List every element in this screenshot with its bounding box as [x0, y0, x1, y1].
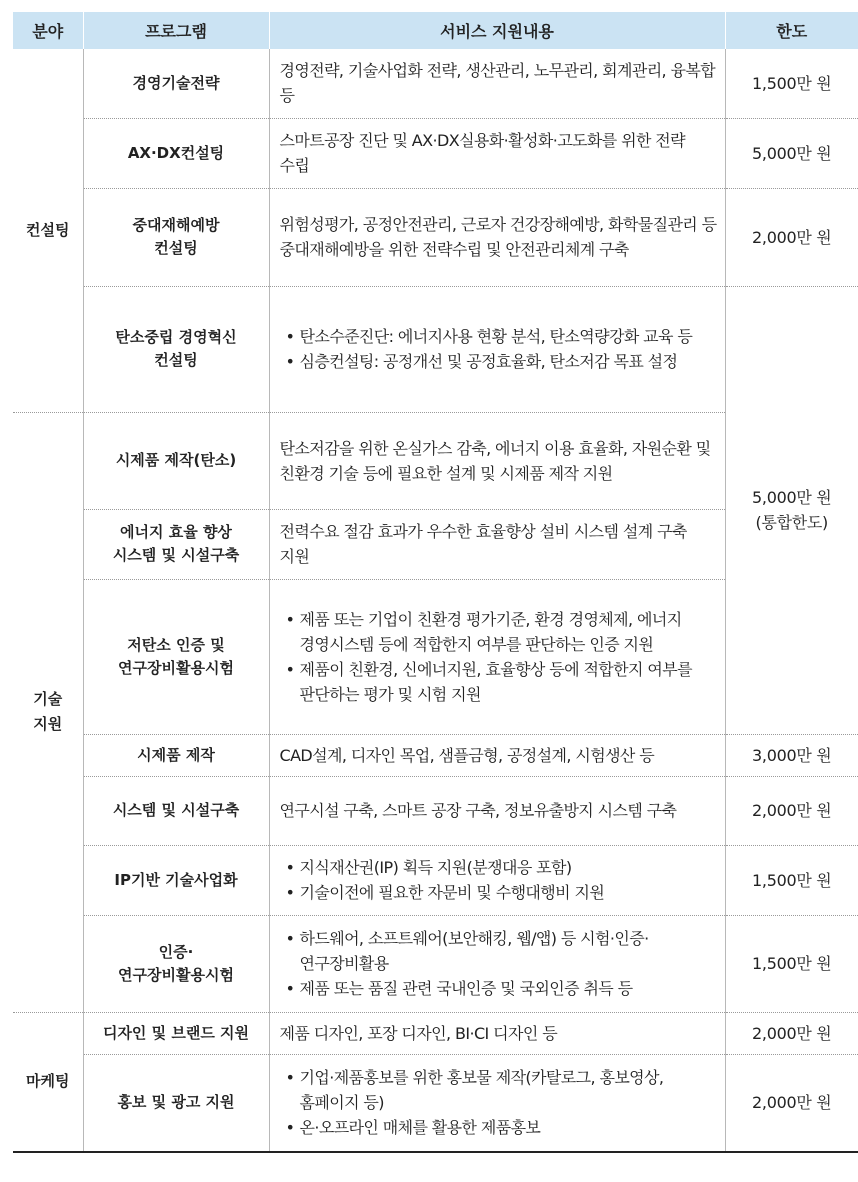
bullet-list: [280, 855, 717, 905]
table-row: [13, 776, 858, 845]
limit-cell-merged: 5,000만 원 (통합한도): [725, 286, 858, 734]
field-tech-support: 기술 지원: [13, 412, 83, 1012]
program-cell: 경영기술전략: [83, 49, 269, 118]
limit-cell: 2,000만 원: [725, 776, 858, 845]
program-cell: AX·DX컨설팅: [83, 118, 269, 188]
table-row: [13, 1012, 858, 1054]
bullet-item: • 기업·제품홍보를 위한 홍보물 제작(카탈로그, 홍보영상, 홈페이지 등): [280, 1065, 717, 1115]
program-cell: 탄소중립 경영혁신 컨설팅: [83, 286, 269, 412]
bullet-item: • 제품 또는 품질 관련 국내인증 및 국외인증 취득 등: [280, 976, 717, 1001]
header-field: 분야: [13, 12, 83, 49]
content-cell: CAD설계, 디자인 목업, 샘플금형, 공정설계, 시험생산 등: [269, 734, 725, 776]
table-row: [13, 915, 858, 1012]
bullet-item: • 지식재산권(IP) 획득 지원(분쟁대응 포함): [280, 855, 717, 880]
header-limit: 한도: [725, 12, 858, 49]
content-cell: 전력수요 절감 효과가 우수한 효율향상 설비 시스템 설계 구축 지원: [269, 509, 725, 579]
table-row: [13, 286, 858, 412]
limit-cell: 2,000만 원: [725, 188, 858, 286]
content-cell: 탄소저감을 위한 온실가스 감축, 에너지 이용 효율화, 자원순환 및 친환경 기술 등에 필요한 설계 및 시제품 제작 지원: [269, 412, 725, 509]
limit-cell: 1,500만 원: [725, 915, 858, 1012]
content-cell: [269, 579, 725, 734]
content-cell: [269, 1054, 725, 1152]
table-header-row: [13, 12, 858, 49]
table-row: [13, 845, 858, 915]
content-cell: [269, 286, 725, 412]
table-row: [13, 1054, 858, 1152]
table-row: [13, 734, 858, 776]
content-cell: [269, 915, 725, 1012]
bullet-item: • 제품이 친환경, 신에너지원, 효율향상 등에 적합한지 여부를 판단하는 평가 및 시험 지원: [280, 657, 717, 707]
bullet-list: [280, 1065, 717, 1140]
bullet-item: • 온·오프라인 매체를 활용한 제품홍보: [280, 1115, 717, 1140]
limit-cell: 3,000만 원: [725, 734, 858, 776]
field-consulting: 컨설팅: [13, 49, 83, 412]
program-cell: 디자인 및 브랜드 지원: [83, 1012, 269, 1054]
bullet-list: [280, 926, 717, 1001]
bullet-list: [280, 607, 717, 707]
bullet-item: • 기술이전에 필요한 자문비 및 수행대행비 지원: [280, 880, 717, 905]
support-program-table: [13, 12, 858, 1153]
program-cell: 시제품 제작(탄소): [83, 412, 269, 509]
limit-cell: 1,500만 원: [725, 845, 858, 915]
program-cell: 에너지 효율 향상 시스템 및 시설구축: [83, 509, 269, 579]
program-cell: 중대재해예방 컨설팅: [83, 188, 269, 286]
bullet-list: [280, 324, 717, 374]
program-cell: 시스템 및 시설구축: [83, 776, 269, 845]
content-cell: 제품 디자인, 포장 디자인, BI·CI 디자인 등: [269, 1012, 725, 1054]
limit-cell: 2,000만 원: [725, 1054, 858, 1152]
content-cell: 연구시설 구축, 스마트 공장 구축, 정보유출방지 시스템 구축: [269, 776, 725, 845]
bullet-item: • 하드웨어, 소프트웨어(보안해킹, 웹/앱) 등 시험·인증·연구장비활용: [280, 926, 717, 976]
limit-cell: 1,500만 원: [725, 49, 858, 118]
table-row: [13, 188, 858, 286]
program-cell: 시제품 제작: [83, 734, 269, 776]
program-cell: 저탄소 인증 및 연구장비활용시험: [83, 579, 269, 734]
limit-cell: 2,000만 원: [725, 1012, 858, 1054]
content-cell: 위험성평가, 공정안전관리, 근로자 건강장해예방, 화학물질관리 등 중대재해예방을 위한 전략수립 및 안전관리체계 구축: [269, 188, 725, 286]
bullet-item: • 심층컨설팅: 공정개선 및 공정효율화, 탄소저감 목표 설정: [280, 349, 717, 374]
content-cell: 스마트공장 진단 및 AX·DX실용화·활성화·고도화를 위한 전략 수립: [269, 118, 725, 188]
program-cell: 홍보 및 광고 지원: [83, 1054, 269, 1152]
program-cell: IP기반 기술사업화: [83, 845, 269, 915]
header-content: 서비스 지원내용: [269, 12, 725, 49]
field-marketing: 마케팅: [13, 1012, 83, 1152]
content-cell: 경영전략, 기술사업화 전략, 생산관리, 노무관리, 회계관리, 융복합 등: [269, 49, 725, 118]
table-row: [13, 118, 858, 188]
bullet-item: • 제품 또는 기업이 친환경 평가기준, 환경 경영체제, 에너지 경영시스템 등에 적합한지 여부를 판단하는 인증 지원: [280, 607, 717, 657]
table-row: [13, 49, 858, 118]
limit-cell: 5,000만 원: [725, 118, 858, 188]
program-cell: 인증· 연구장비활용시험: [83, 915, 269, 1012]
header-program: 프로그램: [83, 12, 269, 49]
bullet-item: • 탄소수준진단: 에너지사용 현황 분석, 탄소역량강화 교육 등: [280, 324, 717, 349]
content-cell: [269, 845, 725, 915]
